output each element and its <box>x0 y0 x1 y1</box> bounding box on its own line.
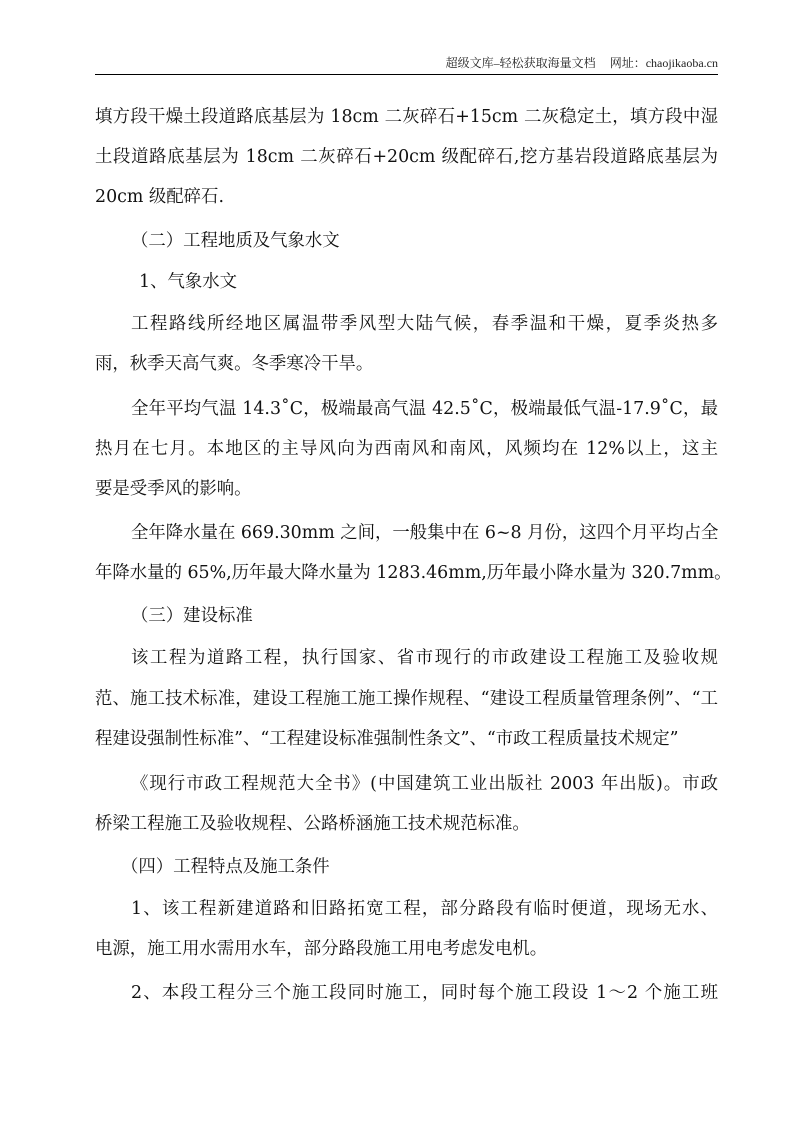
paragraph-line: 该工程为道路工程，执行国家、省市现行的市政建设工程施工及验收规 <box>131 648 718 668</box>
paragraph-line: 20cm 级配碎石. <box>95 187 224 207</box>
page-header <box>95 56 718 75</box>
paragraph-line: 雨，秋季天高气爽。冬季寒冷干旱。 <box>95 354 374 374</box>
paragraph-line: 程建设强制性标准”、“工程建设标准强制性条文”、“市政工程质量技术规定” <box>95 729 679 749</box>
section-heading: （三）建设标准 <box>131 606 253 626</box>
paragraph-line: 全年平均气温 14.3˚C，极端最高气温 42.5˚C，极端最低气温-17.9˚C，最 <box>131 399 718 419</box>
list-item-line: 电源，施工用水需用水车，部分路段施工用电考虑发电机。 <box>95 939 548 959</box>
list-item-line: 2、本段工程分三个施工段同时施工，同时每个施工段设 1～2 个施工班 <box>131 983 718 1003</box>
paragraph-line: 工程路线所经地区属温带季风型大陆气候，春季温和干燥，夏季炎热多 <box>131 314 718 334</box>
section-heading: （二）工程地质及气象水文 <box>131 231 340 251</box>
header-url: 网址：chaojikaoba.cn <box>609 56 718 70</box>
paragraph-line: 土段道路底基层为 18cm 二灰碎石+20cm 级配碎石,挖方基岩段道路底基层为 <box>95 147 718 167</box>
paragraph-line: 范、施工技术标准，建设工程施工施工操作规程、“建设工程质量管理条例”、“工 <box>95 689 718 709</box>
section-heading: （四）工程特点及施工条件 <box>121 857 330 877</box>
paragraph-line: 年降水量的 65%,历年最大降水量为 1283.46mm,历年最小降水量为 320.7mm。 <box>95 563 732 583</box>
subsection-heading: 1、气象水文 <box>139 272 238 292</box>
header-site-name: 超级文库–轻松获取海量文档 <box>445 56 596 70</box>
paragraph-line: 全年降水量在 669.30mm 之间，一般集中在 6~8 月份，这四个月平均占全 <box>131 523 719 543</box>
paragraph-line: 热月在七月。本地区的主导风向为西南风和南风，风频均在 12%以上，这主 <box>95 439 718 459</box>
paragraph-line: 要是受季风的影响。 <box>95 479 252 499</box>
paragraph-line: 填方段干燥土段道路底基层为 18cm 二灰碎石+15cm 二灰稳定土，填方段中湿 <box>95 107 718 127</box>
paragraph-line: 《现行市政工程规范大全书》(中国建筑工业出版社 2003 年出版)。市政 <box>131 774 718 794</box>
list-item-line: 1、该工程新建道路和旧路拓宽工程，部分路段有临时便道，现场无水、 <box>131 899 718 919</box>
paragraph-line: 桥梁工程施工及验收规程、公路桥涵施工技术规范标准。 <box>95 814 530 834</box>
